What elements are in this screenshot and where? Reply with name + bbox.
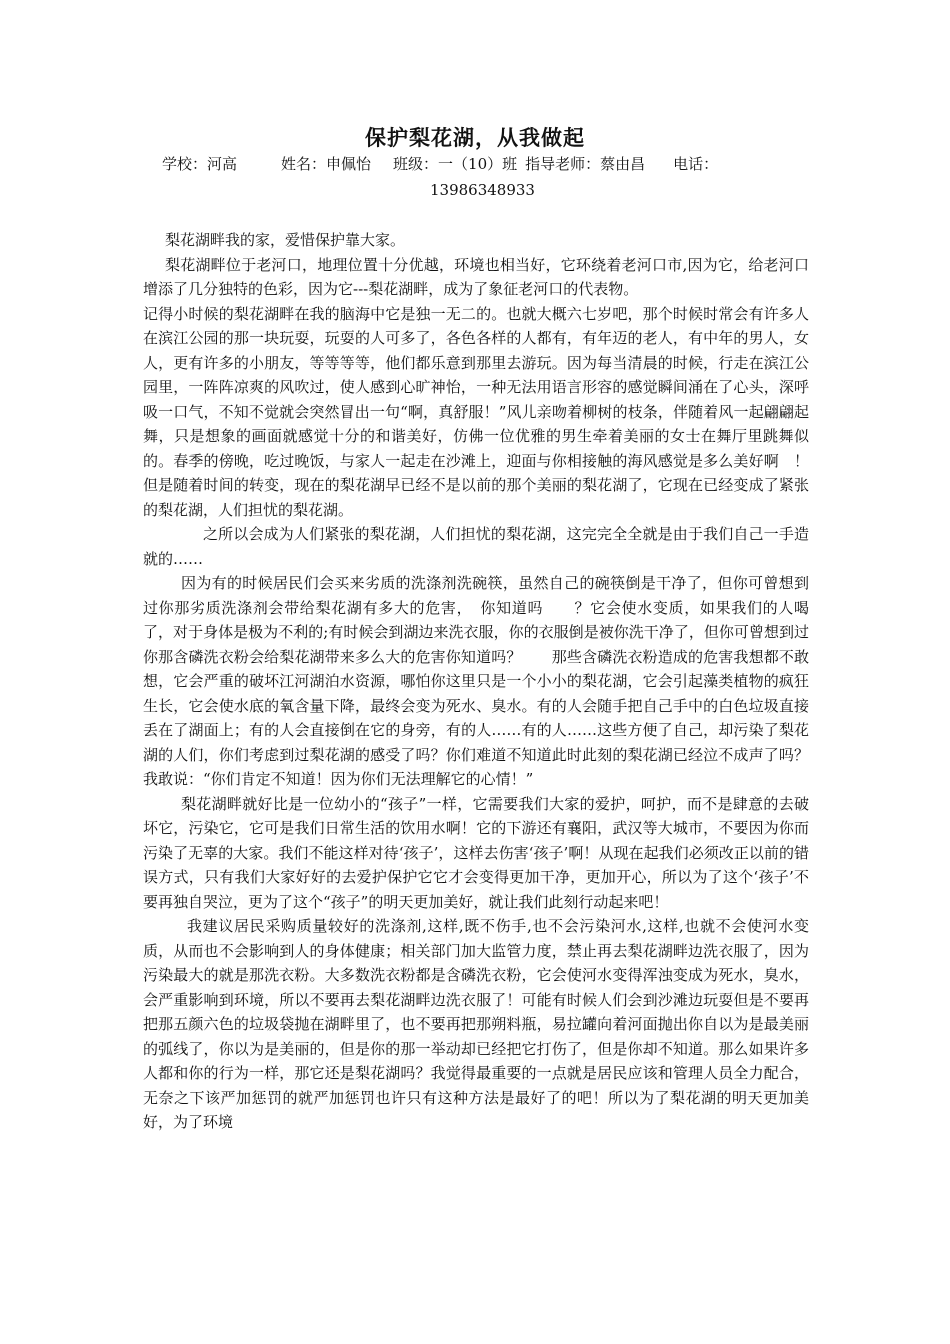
class-field: 班级：一（10）班 bbox=[393, 155, 518, 173]
phone-number: 13986348933 bbox=[430, 181, 535, 199]
paragraph-4: 之所以会成为人们紧张的梨花湖，人们担忧的梨花湖，这完完全全就是由于我们自己一手造就的…… bbox=[143, 525, 809, 568]
paragraph-6: 梨花湖畔就好比是一位幼小的“孩子”一样，它需要我们大家的爱护，呵护，而不是肆意的去破坏它，污染它，它可是我们日常生活的饮用水啊！它的下游还有襄阳，武汉等大城市，不要因为你而污染了无辜的大家。我们不能这样对待‘孩子’，这样去伤害‘孩子’啊！从现在起我们必须改正以前的错误方式，只有我们大家好好的去爱护保护它它才会变得更加干净，更加开心，所以为了这个‘孩子’不要再独自哭泣，更为了这个“孩子”的明天更加美好，就让我们此刻行动起来吧！ bbox=[143, 794, 809, 911]
teacher-field: 指导老师：蔡由昌 bbox=[525, 155, 646, 173]
paragraph-3: 记得小时候的梨花湖畔在我的脑海中它是独一无二的。也就大概六七岁吧，那个时候时常会有许多人在滨江公园的那一块玩耍，玩耍的人可多了，各色各样的人都有，有年迈的老人，有中年的男人，女人，更有许多的小朋友，等等等等，他们都乐意到那里去游玩。因为每当清晨的时候，行走在滨江公园里，一阵阵凉爽的风吹过，使人感到心旷神怡，一种无法用语言形容的感觉瞬间涌在了心头，深呼吸一口气，不知不觉就会突然冒出一句“啊，真舒服！”风儿亲吻着柳树的枝条，伴随着风一起翩翩起舞，只是想象的画面就感觉十分的和谐美好，仿佛一位优雅的男生牵着美丽的女士在舞厅里跳舞似的。春季的傍晚，吃过晚饭，与家人一起走在沙滩上，迎面与你相接触的海风感觉是多么美好啊 ！但是随着时间的转变，现在的梨花湖早已经不是以前的那个美丽的梨花湖了，它现在已经变成了紧张的梨花湖，人们担忧的梨花湖。 bbox=[143, 304, 809, 519]
paragraph-1: 梨花湖畔我的家，爱惜保护靠大家。 bbox=[165, 231, 406, 249]
school-field: 学校：河高 bbox=[162, 155, 238, 173]
student-name-field: 姓名：申佩怡 bbox=[281, 155, 372, 173]
paragraph-7: 我建议居民采购质量较好的洗涤剂,这样,既不伤手,也不会污染河水,这样,也就不会使河水变质，从而也不会影响到人的身体健康；相关部门加大监管力度，禁止再去梨花湖畔边洗衣服了，因为污染最大的就是那洗衣粉。大多数洗衣粉都是含磷洗衣粉，它会使河水变得浑浊变成为死水，臭水，会严重影响到环境，所以不要再去梨花湖畔边洗衣服了！可能有时候人们会到沙滩边玩耍但是不要再把那五颜六色的垃圾袋抛在湖畔里了，也不要再把那朔料瓶，易拉罐向着河面抛出你自以为是最美丽的弧线了，你以为是美丽的，但是你的那一举动却已经把它打伤了，但是你却不知道。那么如果许多人都和你的行为一样，那它还是梨花湖吗？我觉得最重要的一点就是居民应该和管理人员全力配合，无奈之下该严加惩罚的就严加惩罚也许只有这种方法是最好了的吧！所以为了梨花湖的明天更加美好，为了环境 bbox=[143, 917, 809, 1131]
author-info bbox=[140, 151, 820, 203]
essay-body bbox=[143, 228, 809, 1135]
author-info-line bbox=[140, 151, 820, 177]
paragraph-2: 梨花湖畔位于老河口，地理位置十分优越，环境也相当好，它环绕着老河口市,因为它，给老河口增添了几分独特的色彩，因为它---梨花湖畔，成为了象征老河口的代表物。 bbox=[143, 255, 809, 298]
paragraph-5: 因为有的时候居民们会买来劣质的洗涤剂洗碗筷，虽然自己的碗筷倒是干净了，但你可曾想到过你那劣质洗涤剂会带给梨花湖有多大的危害， 你知道吗 ？它会使水变质，如果我们的人喝了，对于身体是极为不利的;有时候会到湖边来洗衣服，你的衣服倒是被你洗干净了，但你可曾想到过你那含磷洗衣粉会给梨花湖带来多么大的危害你知道吗？ 那些含磷洗衣粉造成的危害我想都不敢想，它会严重的破坏江河湖泊水资源，哪怕你这里只是一个小小的梨花湖，它会引起藻类植物的疯狂生长，它会使水底的氧含量下降，最终会变为死水、臭水。有的人会随手把自己手中的白色垃圾直接丢在了湖面上；有的人会直接倒在它的身旁，有的人……有的人……这些方便了自己，却污染了梨花湖的人们，你们考虑到过梨花湖的感受了吗？你们难道不知道此时此刻的梨花湖已经泣不成声了吗？我敢说：“你们肯定不知道！因为你们无法理解它的心情！” bbox=[143, 574, 809, 788]
phone-label: 电话： bbox=[673, 155, 719, 173]
document-title: 保护梨花湖，从我做起 bbox=[365, 125, 585, 150]
